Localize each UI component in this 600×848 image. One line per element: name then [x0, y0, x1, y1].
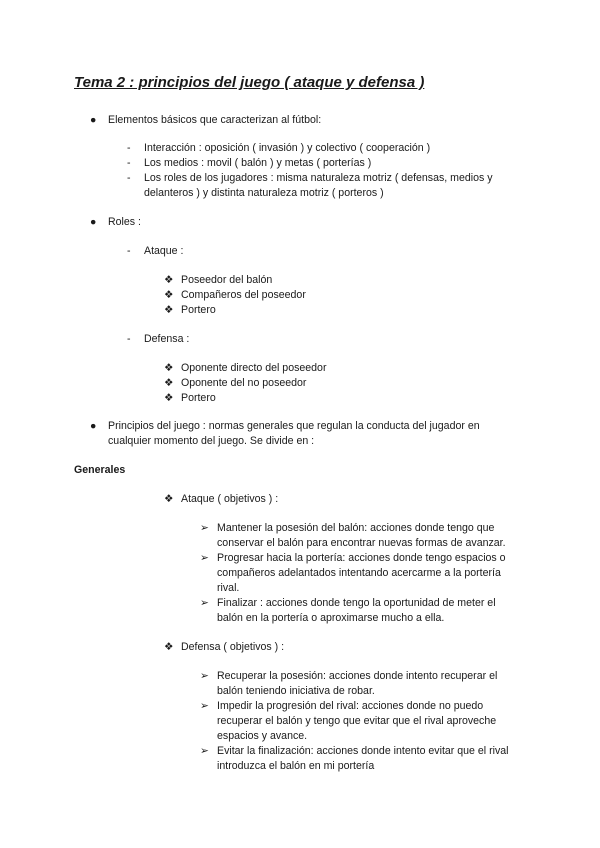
arrow-icon: ➢ [200, 700, 209, 712]
diamond-icon: ❖ [164, 304, 174, 316]
arrow-icon: ➢ [200, 597, 209, 609]
list-item: Oponente directo del poseedor [181, 362, 327, 374]
diamond-icon: ❖ [164, 362, 174, 374]
section-elementos: Elementos básicos que caracterizan al fútbol: [108, 114, 322, 126]
list-item: Portero [181, 392, 216, 404]
list-item: Compañeros del poseedor [181, 289, 306, 301]
list-item: Interacción : oposición ( invasión ) y colectivo ( cooperación ) [144, 142, 431, 154]
roles-attack-label: Ataque : [144, 245, 184, 257]
list-item-continuation: delanteros ) y distinta naturaleza motriz ( porteros ) [144, 187, 384, 199]
list-item: Los roles de los jugadores : misma naturaleza motriz ( defensas, medios y [144, 172, 493, 184]
diamond-icon: ❖ [164, 377, 174, 389]
list-item: Progresar hacia la portería: acciones donde tengo espacios o [217, 552, 506, 564]
diamond-icon: ❖ [164, 289, 174, 301]
section-principios-continuation: cualquier momento del juego. Se divide en : [108, 435, 315, 447]
roles-defense-label: Defensa : [144, 333, 190, 345]
diamond-icon: ❖ [164, 493, 174, 505]
bullet-icon: ● [90, 216, 97, 228]
arrow-icon: ➢ [200, 522, 209, 534]
diamond-icon: ❖ [164, 641, 174, 653]
dash-icon: - [127, 172, 131, 184]
list-item-continuation: balón teniendo iniciativa de robar. [217, 685, 375, 697]
list-item: Poseedor del balón [181, 274, 273, 286]
page-title: Tema 2 : principios del juego ( ataque y defensa ) [74, 74, 425, 91]
list-item: Mantener la posesión del balón: acciones donde tengo que [217, 522, 495, 534]
bullet-icon: ● [90, 420, 97, 432]
list-item: Portero [181, 304, 216, 316]
list-item: Los medios : movil ( balón ) y metas ( porterías ) [144, 157, 372, 169]
list-item-continuation: recuperar el balón y tengo que evitar que el rival aproveche [217, 715, 497, 727]
arrow-icon: ➢ [200, 552, 209, 564]
generales-attack-label: Ataque ( objetivos ) : [181, 493, 279, 505]
list-item-continuation: conservar el balón para encontrar nuevas formas de avanzar. [217, 537, 506, 549]
list-item: Finalizar : acciones donde tengo la oportunidad de meter el [217, 597, 496, 609]
arrow-icon: ➢ [200, 745, 209, 757]
generales-defense-label: Defensa ( objetivos ) : [181, 641, 285, 653]
list-item: Oponente del no poseedor [181, 377, 307, 389]
list-item-continuation: balón en la portería o aproximarse mucho a ella. [217, 612, 445, 624]
section-roles: Roles : [108, 216, 141, 228]
list-item-continuation: espacios y avance. [217, 730, 308, 742]
list-item: Impedir la progresión del rival: acciones donde no puedo [217, 700, 484, 712]
list-item-continuation: rival. [217, 582, 240, 594]
dash-icon: - [127, 333, 131, 345]
diamond-icon: ❖ [164, 274, 174, 286]
dash-icon: - [127, 157, 131, 169]
list-item: Evitar la finalización: acciones donde intento evitar que el rival [217, 745, 509, 757]
dash-icon: - [127, 245, 131, 257]
diamond-icon: ❖ [164, 392, 174, 404]
section-principios: Principios del juego : normas generales que regulan la conducta del jugador en [108, 420, 480, 432]
list-item: Recuperar la posesión: acciones donde intento recuperar el [217, 670, 498, 682]
arrow-icon: ➢ [200, 670, 209, 682]
generales-heading: Generales [74, 464, 126, 476]
list-item-continuation: compañeros adelantados intentando acercarme a la portería [217, 567, 501, 579]
list-item-continuation: introduzca el balón en mi portería [217, 760, 375, 772]
bullet-icon: ● [90, 114, 97, 126]
dash-icon: - [127, 142, 131, 154]
